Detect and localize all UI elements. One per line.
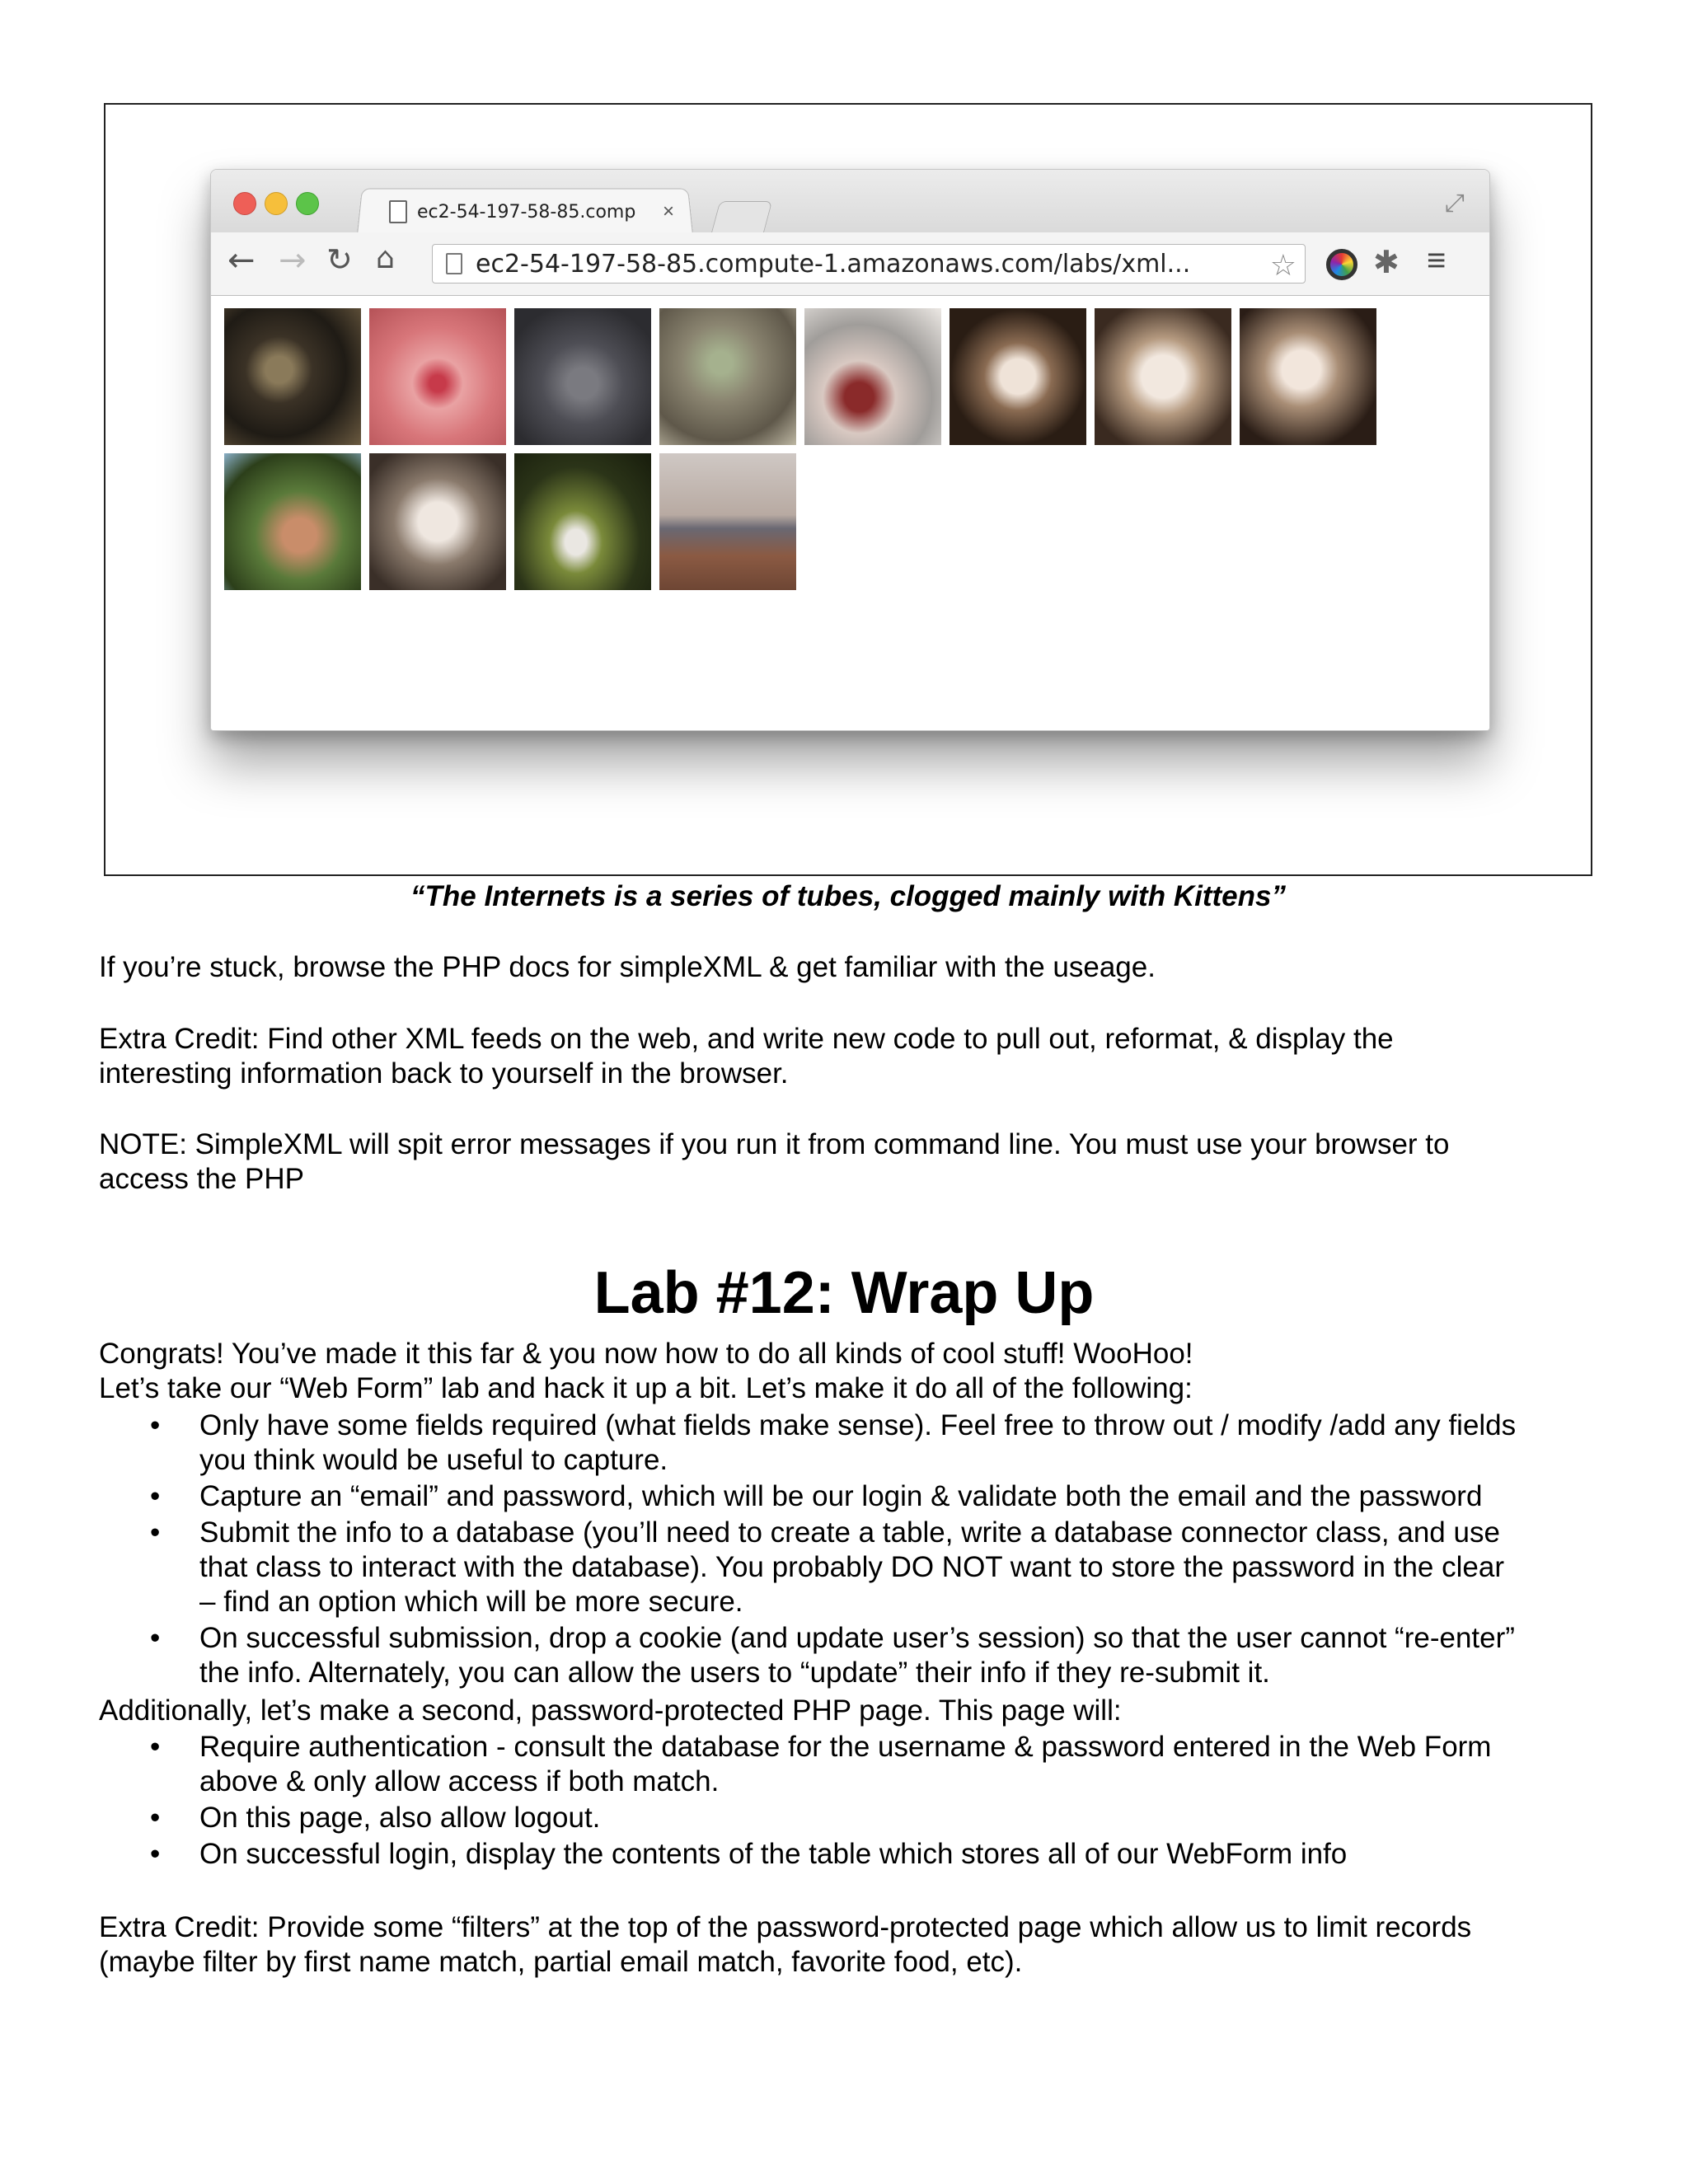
text-line: Extra Credit: Provide some “filters” at the top of the password-protected page which allow us to limit records <box>99 1911 1472 1943</box>
kitten-image[interactable] <box>950 308 1086 445</box>
list-item: • Only have some fields required (what fields make sense). Feel free to throw out / modify /add any fields you think would be useful to capture. <box>150 1409 1517 1476</box>
text-line: interesting information back to yourself in the browser. <box>99 1057 789 1090</box>
list-item: • On this page, also allow logout. <box>150 1802 601 1834</box>
home-icon[interactable]: ⌂ <box>376 241 395 275</box>
tab-strip <box>211 170 1489 232</box>
lab-title: Lab #12: Wrap Up <box>593 1260 1095 1326</box>
forward-arrow-icon[interactable]: → <box>279 241 307 279</box>
kitten-image[interactable] <box>1095 308 1231 445</box>
screenshot-figure <box>104 103 1592 876</box>
tab-title: ec2-54-197-58-85.comp <box>417 201 636 223</box>
bullet: • <box>150 1838 161 1870</box>
kitten-image[interactable] <box>514 453 651 590</box>
extra-credit-filters <box>99 1910 1599 1980</box>
kitten-image[interactable] <box>369 308 506 445</box>
kitten-image[interactable] <box>659 453 796 590</box>
bullet: • <box>150 1409 161 1441</box>
bullet: • <box>150 1622 161 1654</box>
protected-page-list <box>99 1730 1607 1873</box>
kitten-image[interactable] <box>1240 308 1376 445</box>
browser-toolbar <box>211 232 1489 296</box>
text-line: NOTE: SimpleXML will spit error messages if you run it from command line. You must use your browser to <box>99 1128 1450 1160</box>
kitten-image[interactable] <box>659 308 796 445</box>
bullet: • <box>150 1516 161 1549</box>
tab-close-button[interactable]: × <box>663 200 675 223</box>
bullet: • <box>150 1802 161 1834</box>
lab-intro <box>99 1337 1599 1406</box>
page-icon <box>446 253 462 274</box>
address-bar[interactable] <box>432 244 1306 284</box>
kitten-image[interactable] <box>804 308 941 445</box>
note-paragraph <box>99 1127 1599 1197</box>
text-line: access the PHP <box>99 1163 304 1195</box>
text-line: Extra Credit: Find other XML feeds on the web, and write new code to pull out, reformat, & display the <box>99 1023 1394 1055</box>
list-item: • On successful submission, drop a cookie (and update user’s session) so that the user cannot “re-enter” the info. Alternately, you can allow the users to “update” their info if they re-submit it. <box>150 1622 1515 1689</box>
browser-tab[interactable] <box>376 190 689 234</box>
minimize-window-button[interactable] <box>265 192 288 215</box>
bullet: • <box>150 1480 161 1512</box>
fullscreen-icon[interactable]: ⤢ <box>1445 190 1465 217</box>
kitten-image[interactable] <box>224 308 361 445</box>
close-window-button[interactable] <box>233 192 256 215</box>
kitten-image[interactable] <box>369 453 506 590</box>
back-arrow-icon[interactable]: ← <box>227 241 256 279</box>
requirements-list <box>99 1408 1607 1692</box>
page-viewport <box>211 296 1489 730</box>
kitten-image[interactable] <box>224 453 361 590</box>
list-item: • On successful login, display the contents of the table which stores all of our WebForm info <box>150 1838 1348 1870</box>
text-line: (maybe filter by first name match, partial email match, favorite food, etc). <box>99 1946 1023 1978</box>
bug-extension-icon[interactable]: ✱ <box>1373 246 1400 280</box>
page-icon <box>389 200 407 223</box>
menu-icon[interactable]: ≡ <box>1427 242 1447 279</box>
list-item: • Require authentication - consult the database for the username & password entered in the Web Form above & only allow access if both match. <box>150 1731 1492 1797</box>
text-line: Let’s take our “Web Form” lab and hack it up a bit. Let’s make it do all of the following: <box>99 1372 1193 1404</box>
text-line: Congrats! You’ve made it this far & you now how to do all kinds of cool stuff! WooHoo! <box>99 1338 1193 1370</box>
list-item: • Capture an “email” and password, which will be our login & validate both the email and the password <box>150 1480 1483 1512</box>
reload-icon[interactable]: ↻ <box>326 241 353 278</box>
star-icon[interactable]: ☆ <box>1269 248 1296 282</box>
additionally-line: Additionally, let’s make a second, password-protected PHP page. This page will: <box>99 1694 1122 1727</box>
list-item: • Submit the info to a database (you’ll need to create a table, write a database connector class, and use that class to interact with the database). You probably DO NOT want to store the password in the clear – find an option which will be more secure. <box>150 1516 1504 1618</box>
extra-credit-paragraph <box>99 1022 1599 1091</box>
url-text: ec2-54-197-58-85.compute-1.amazonaws.com/labs/xml... <box>476 249 1191 279</box>
new-tab-button[interactable] <box>711 201 772 233</box>
browser-window <box>210 169 1490 731</box>
bullet: • <box>150 1731 161 1763</box>
stuck-paragraph: If you’re stuck, browse the PHP docs for simpleXML & get familiar with the useage. <box>99 951 1156 983</box>
zoom-window-button[interactable] <box>296 192 319 215</box>
color-extension-icon[interactable] <box>1326 249 1357 280</box>
kitten-image[interactable] <box>514 308 651 445</box>
figure-caption: “The Internets is a series of tubes, clogged mainly with Kittens” <box>410 880 1286 912</box>
